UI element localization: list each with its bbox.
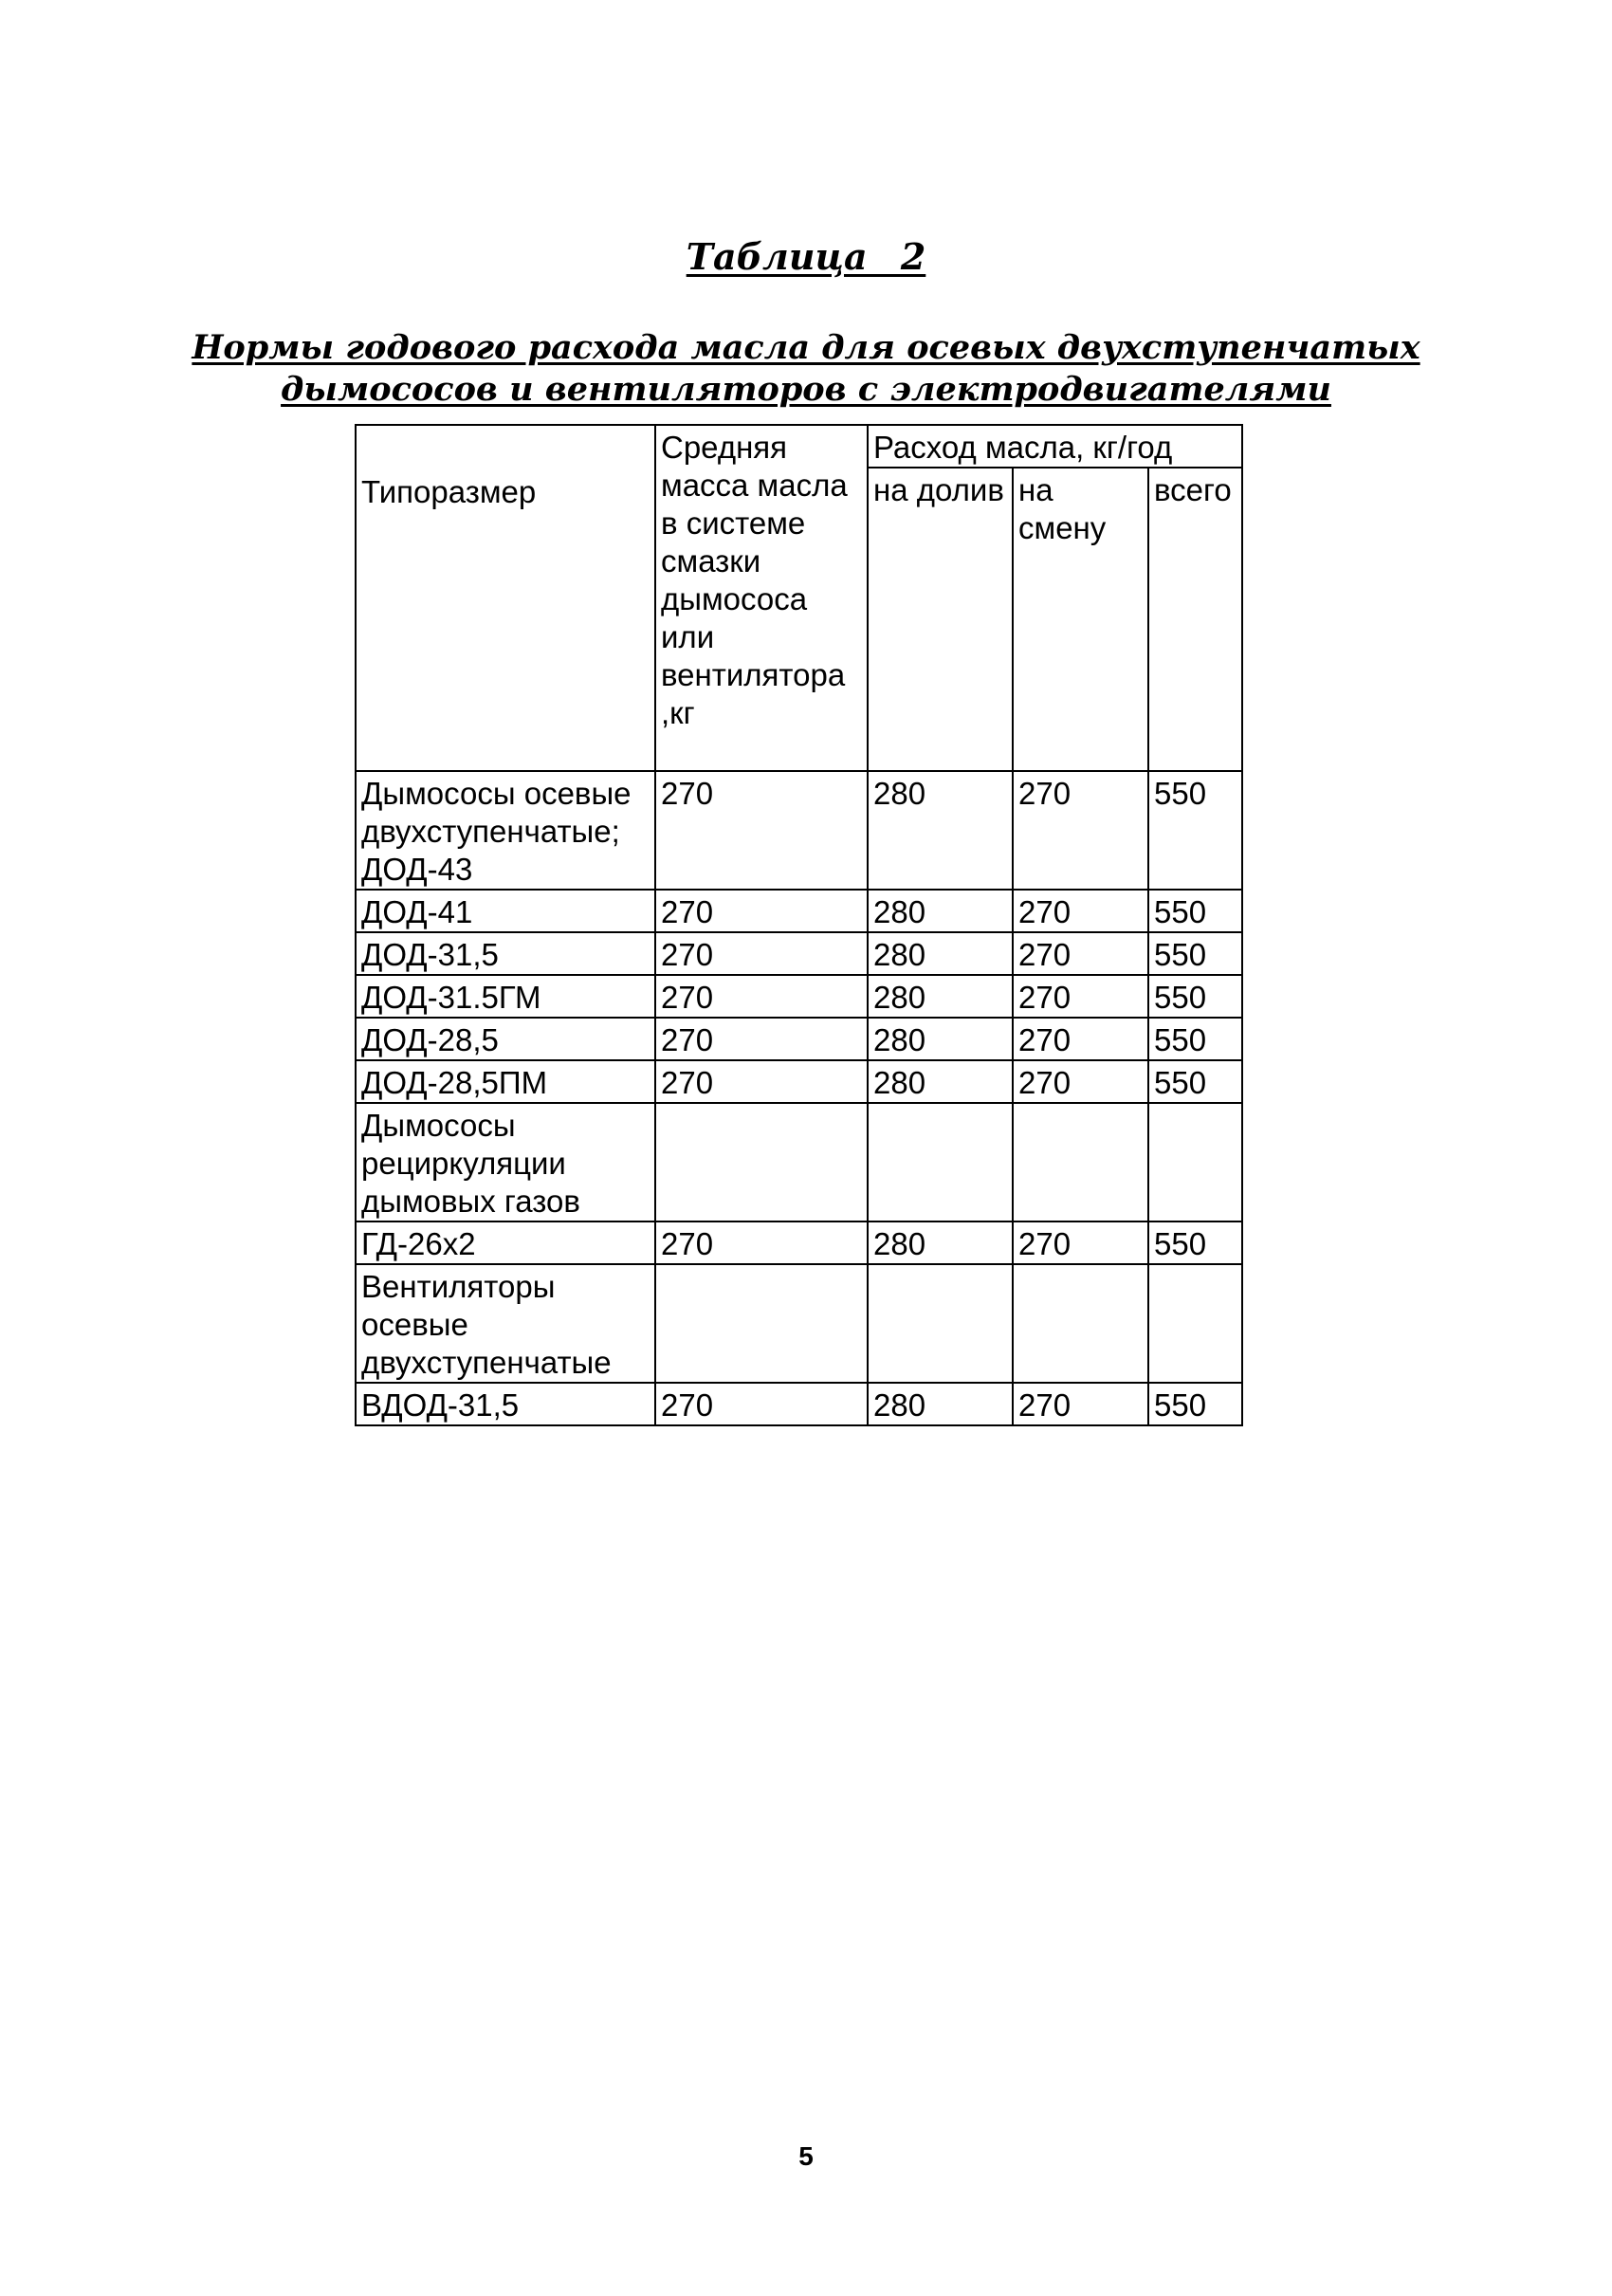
- row-change: 270: [1013, 1060, 1148, 1103]
- row-mass: 270: [655, 1018, 868, 1060]
- row-name: Вентиляторы осевые двухступенчатые: [356, 1264, 655, 1383]
- row-change: 270: [1013, 890, 1148, 932]
- row-change: 270: [1013, 932, 1148, 975]
- row-topup: 280: [868, 890, 1013, 932]
- row-name: ДОД-28,5: [356, 1018, 655, 1060]
- row-change: 270: [1013, 1018, 1148, 1060]
- table-header-row: [356, 425, 1242, 468]
- row-mass: 270: [655, 1060, 868, 1103]
- table-row: [356, 1264, 1242, 1383]
- table-row: [356, 771, 1242, 890]
- header-average-mass: Средняя масса масла в системе смазки дымососа или вентилятора ,кг: [655, 425, 868, 771]
- row-mass: 270: [655, 932, 868, 975]
- header-topup: на долив: [868, 468, 1013, 771]
- row-mass: 270: [655, 1383, 868, 1425]
- row-total: 550: [1148, 890, 1242, 932]
- row-total: 550: [1148, 932, 1242, 975]
- row-total: 550: [1148, 1383, 1242, 1425]
- row-change: 270: [1013, 975, 1148, 1018]
- row-total: 550: [1148, 1018, 1242, 1060]
- table-row: [356, 1221, 1242, 1264]
- table-row: [356, 1060, 1242, 1103]
- row-mass: 270: [655, 1221, 868, 1264]
- header-change: на смену: [1013, 468, 1148, 771]
- row-change: 270: [1013, 1221, 1148, 1264]
- table-row: [356, 890, 1242, 932]
- row-mass: 270: [655, 890, 868, 932]
- row-topup: 280: [868, 1383, 1013, 1425]
- row-name: ДОД-31.5ГМ: [356, 975, 655, 1018]
- table-row: [356, 1383, 1242, 1425]
- document-title: [114, 327, 1498, 411]
- document-title-line-1: Нормы годового расхода масла для осевых двухступенчатых: [192, 328, 1420, 367]
- row-change: 270: [1013, 1383, 1148, 1425]
- header-consumption-group: Расход масла, кг/год: [868, 425, 1242, 468]
- row-total: [1148, 1103, 1242, 1221]
- row-name: Дымососы осевые двухступенчатые; ДОД-43: [356, 771, 655, 890]
- row-topup: [868, 1103, 1013, 1221]
- table-row: [356, 1018, 1242, 1060]
- document-title-line-2: дымососов и вентиляторов с электродвигателями: [281, 370, 1331, 409]
- row-topup: [868, 1264, 1013, 1383]
- row-mass: 270: [655, 975, 868, 1018]
- row-change: 270: [1013, 771, 1148, 890]
- row-total: 550: [1148, 1060, 1242, 1103]
- row-topup: 280: [868, 975, 1013, 1018]
- table-row: [356, 975, 1242, 1018]
- row-name: ГД-26х2: [356, 1221, 655, 1264]
- row-total: 550: [1148, 1221, 1242, 1264]
- row-change: [1013, 1264, 1148, 1383]
- header-total: всего: [1148, 468, 1242, 771]
- table-caption: Таблица 2: [686, 235, 926, 278]
- row-total: 550: [1148, 771, 1242, 890]
- row-name: ДОД-41: [356, 890, 655, 932]
- header-type: Типоразмер: [356, 425, 655, 771]
- table-row: [356, 1103, 1242, 1221]
- row-mass: 270: [655, 771, 868, 890]
- row-change: [1013, 1103, 1148, 1221]
- oil-consumption-table: [355, 424, 1243, 1426]
- row-mass: [655, 1103, 868, 1221]
- row-total: [1148, 1264, 1242, 1383]
- row-mass: [655, 1264, 868, 1383]
- row-name: ДОД-31,5: [356, 932, 655, 975]
- row-topup: 280: [868, 1221, 1013, 1264]
- row-topup: 280: [868, 771, 1013, 890]
- table-row: [356, 932, 1242, 975]
- row-name: ДОД-28,5ПМ: [356, 1060, 655, 1103]
- page-number: 5: [798, 2141, 814, 2171]
- row-topup: 280: [868, 1060, 1013, 1103]
- row-name: Дымососы рециркуляции дымовых газов: [356, 1103, 655, 1221]
- row-topup: 280: [868, 932, 1013, 975]
- row-name: ВДОД-31,5: [356, 1383, 655, 1425]
- row-topup: 280: [868, 1018, 1013, 1060]
- row-total: 550: [1148, 975, 1242, 1018]
